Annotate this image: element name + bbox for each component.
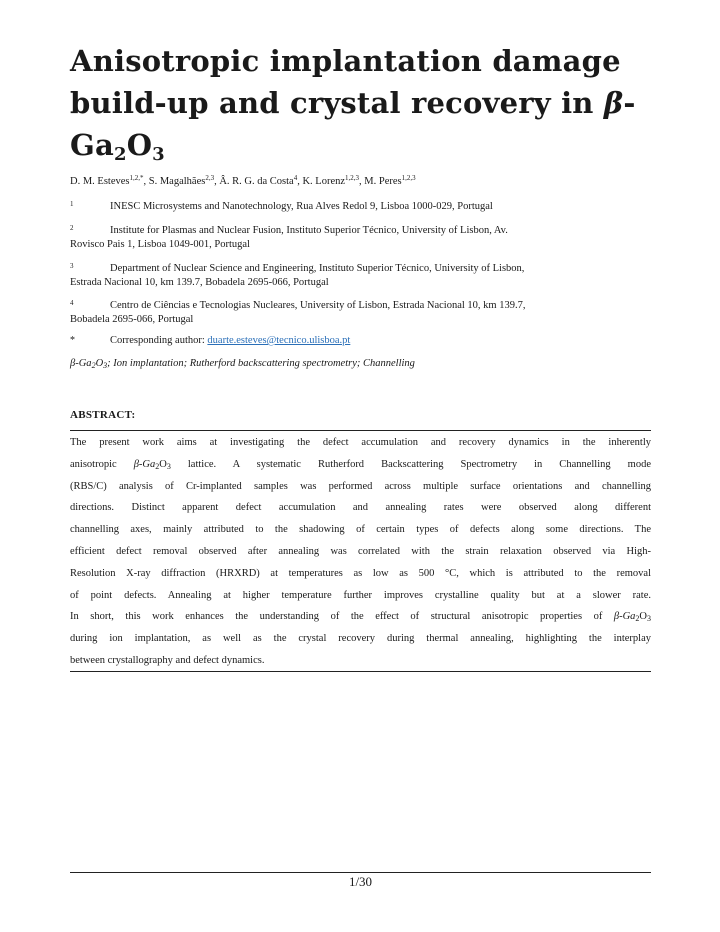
title-line-3: $Ga_2O_3$ (70, 128, 165, 165)
author-affiliation-marker: 1,2,3 (401, 174, 416, 182)
abstract-line: Resolution X-ray diffraction (HRXRD) at temperatures as low as 500 °C, which is attributed to the removal (70, 567, 651, 579)
author-affiliation-marker: 1,2,* (129, 174, 144, 182)
affiliation-4: 4 Centro de Ciências e Tecnologias Nucleares, University of Lisbon, Estrada Nacional 10, km 139.7, Bobadela 2695-066, Portugal (70, 299, 526, 325)
abstract-line: efficient defect removal observed after annealing was correlated with the strain relaxation observed via High- (70, 545, 651, 557)
author-affiliation-marker: 1,2,3 (345, 174, 360, 182)
author-name: K. Lorenz (302, 176, 346, 187)
abstract-heading: ABSTRACT: (70, 409, 136, 421)
title-line-2: build-up and crystal recovery in β- (70, 86, 636, 120)
author-name: M. Peres (364, 176, 402, 187)
title-line-1: Anisotropic implantation damage (70, 44, 621, 78)
page-number: 1/30 (348, 874, 373, 889)
abstract-line: between crystallography and defect dynamics. (70, 654, 265, 666)
abstract-line: of point defects. Annealing at higher temperature further improves crystalline quality but at a slower rate. (70, 589, 651, 601)
abstract-line: (RBS/C) analysis of Cr-implanted samples was performed across multiple surface orientations and channelling (70, 480, 651, 492)
author-name: Â. R. G. da Costa (219, 176, 294, 187)
author-name: D. M. Esteves (70, 176, 130, 187)
author-affiliation-marker: 2,3 (205, 174, 215, 182)
affiliation-1: 1 INESC Microsystems and Nanotechnology, Rua Alves Redol 9, Lisboa 1000-029, Portugal (70, 200, 493, 212)
corresponding-author: * Corresponding author: duarte.esteves@tecnico.ulisboa.pt (70, 335, 351, 346)
abstract-line: channelling axes, mainly attributed to the shadowing of certain types of defects along some directions. The (70, 524, 651, 536)
abstract-body (70, 432, 651, 672)
affiliation-3: 3 Department of Nuclear Science and Engineering, Instituto Superior Técnico, University of Lisbon, Estrada Nacional 10, km 139.7, Bobadela 2695-066, Portugal (70, 262, 525, 288)
abstract-line: anisotropic $\beta-Ga_2O_3$ lattice. A systematic Rutherford Backscattering Spectrometry in Channelling mode (70, 458, 651, 471)
affiliation-2: 2 Institute for Plasmas and Nuclear Fusion, Instituto Superior Técnico, University of Lisbon, Av. Rovisco Pais 1, Lisboa 1049-001, Portugal (70, 224, 508, 250)
abstract-bottom-rule (70, 671, 651, 672)
abstract-line: directions. Distinct apparent defect accumulation and annealing rates were observed along different (70, 502, 651, 514)
footer-rule (70, 872, 651, 873)
author-list: D. M. Esteves$^{1,2,*}$, S. Magalhães$^{2,3}$, Â. R. G. da Costa$^4$, K. Lorenz$^{1,2,3}$, M. Peres$^{1,2,3}$ (70, 174, 416, 187)
author-name: S. Magalhães (148, 176, 206, 187)
abstract-line: during ion implantation, as well as the crystal recovery during thermal annealing, highlighting the interplay (70, 633, 651, 645)
paper-title (70, 40, 660, 166)
author-affiliation-marker: 4 (293, 174, 298, 182)
abstract-line: The present work aims at investigating the defect accumulation and recovery dynamics in the inherently (70, 437, 651, 448)
abstract-line: In short, this work enhances the understanding of the effect of structural anisotropic properties of $\beta-Ga_2O_3$ (70, 611, 651, 624)
abstract-top-rule (70, 430, 651, 431)
email-link[interactable]: duarte.esteves@tecnico.ulisboa.pt (207, 335, 351, 346)
keywords: $\beta-Ga_2O_3$; Ion implantation; Rutherford backscattering spectrometry; Channelling (70, 358, 415, 370)
